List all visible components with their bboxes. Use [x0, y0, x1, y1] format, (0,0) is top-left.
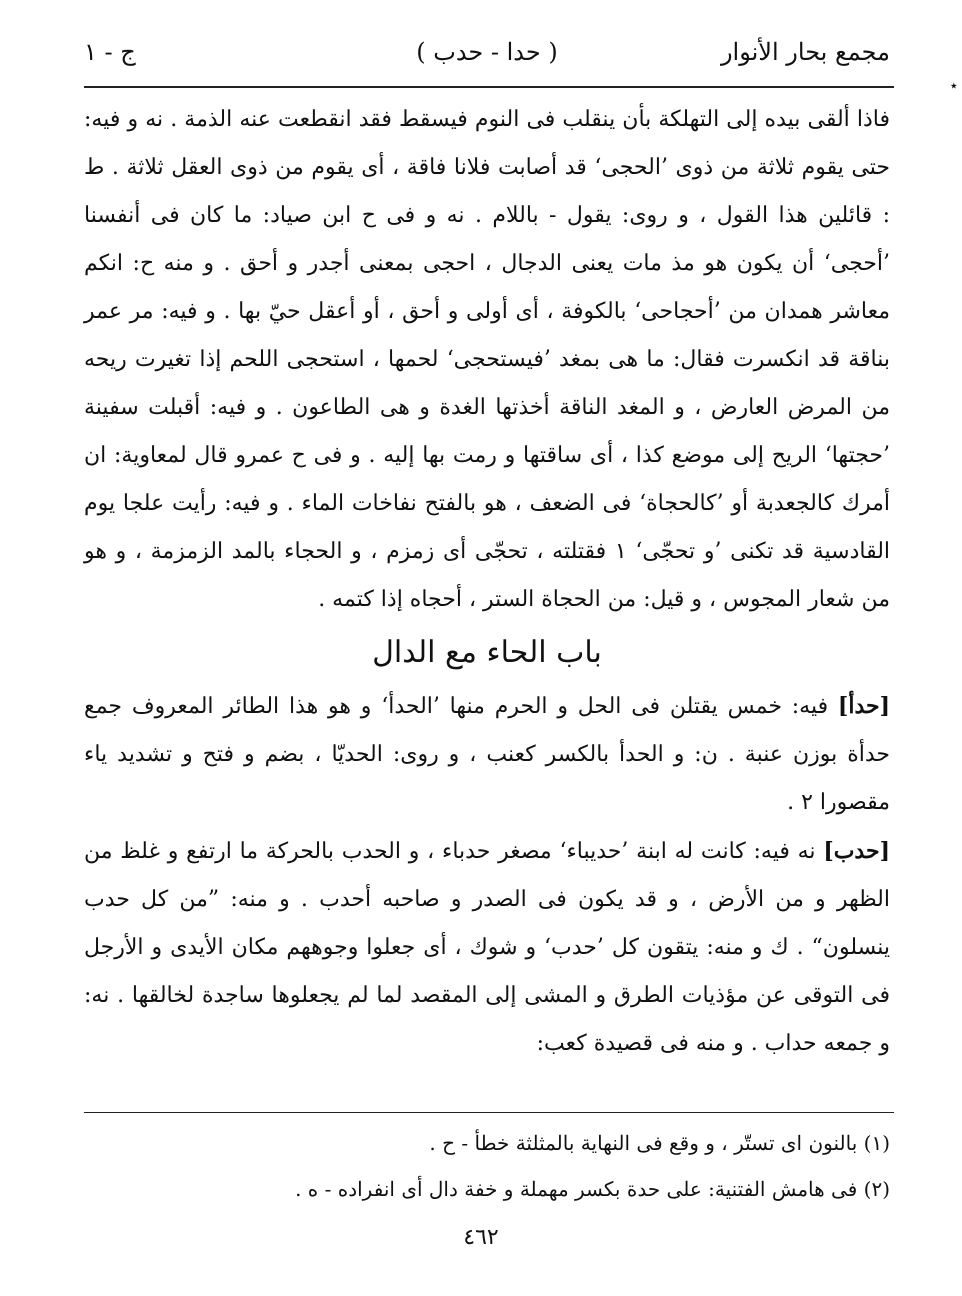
entry-hada	[84, 682, 890, 827]
page-number: ٤٦٢	[463, 1225, 499, 1250]
header-rule	[84, 86, 894, 88]
book-title: مجمع بحار الأنوار	[720, 38, 890, 66]
entry-headword: [حدأ]	[837, 693, 890, 719]
chapter-heading: باب الحاء مع الدال	[372, 635, 602, 670]
main-text	[84, 96, 890, 1068]
entry-text: نه فيه: كانت له ابنة ’حديباء‘ مصغر حدباء ، و الحدب بالحركة ما ارتفع و غلظ من الظهر و من الأرض ، و قد يكون فى الصدر و صاحبه أحدب . و منه: ”من كل حدب ينسلون“ . ك و منه: يتقون كل ’حدب‘ و شوك ، أى جعلوا وجوههم مكان الأيدى و الأرجل فى التوقى عن مؤذيات الطرق و المشى إلى المقصد لما لم يجعلوها ساجدة لخالقها . نه: و جمعه حداب . و منه فى قصيدة كعب:	[84, 839, 890, 1056]
volume-number: ج - ١	[84, 38, 136, 66]
entry-headword: [حدب]	[823, 838, 890, 864]
entry-hadab	[84, 827, 890, 1068]
footnote-1: (١) بالنون اى تستّر ، و وقع فى النهاية بالمثلثة خطأ - ح .	[429, 1131, 890, 1155]
footnotes	[84, 1120, 890, 1212]
continuation-paragraph: فاذا ألقى بيده إلى التهلكة بأن ينقلب فى النوم فيسقط فقد انقطعت عنه الذمة . نه و فيه: حتى يقوم ثلاثة من ذوى ’الحجى‘ قد أصابت فلانا فاقة ، أى يقوم من ذوى العقل ثلاثة . ط : قائلين هذا القول ، و روى: يقول - باللام . نه و فى ح ابن صياد: ما كان فى أنفسنا ’أحجى‘ أن يكون هو مذ مات يعنى الدجال ، احجى بمعنى أجدر و أحق . و منه ح: انكم معاشر همدان من ’أحجاحى‘ بالكوفة ، أى أولى و أحق ، أو أعقل حيّ بها . و فيه: مر عمر بناقة قد انكسرت فقال: ما هى بمغد ’فيستحجى‘ لحمها ، استحجى اللحم إذا تغيرت ريحه من المرض العارض ، و المغد الناقة أخذتها الغدة و هى الطاعون . و فيه: أقبلت سفينة ’حجتها‘ الريح إلى موضع كذا ، أى ساقتها و رمت بها إليه . و فى ح عمرو قال لمعاوية: ان أمرك كالجعدبة أو ’كالحجاة‘ فى الضعف ، هو بالفتح نفاخات الماء . و فيه: رأيت علجا يوم القادسية قد تكنى ’و تحجّى‘ ١ فقتلته ، تحجّى أى زمزم ، و الحجاء بالمد الزمزمة ، و هو من شعار المجوس ، و قيل: من الحجاة الستر ، أحجاه إذا كتمه .	[84, 107, 891, 612]
entry-text: فيه: خمس يقتلن فى الحل و الحرم منها ’الحدأ‘ و هو هذا الطائر المعروف جمع حدأة بوزن عنبة . ن: و الحدأ بالكسر كعنب ، و روى: الحديّا ، بضم و فتح و تشديد ياء مقصورا ٢ .	[84, 694, 890, 815]
footnote-2: (٢) فى هامش الفتنية: على حدة بكسر مهملة و خفة دال أى انفراده - ه .	[295, 1177, 890, 1201]
footnote-rule	[84, 1112, 894, 1113]
margin-mark: ٭	[950, 78, 958, 94]
running-head	[84, 30, 890, 74]
section-range: ( حدا - حدب )	[416, 38, 558, 66]
